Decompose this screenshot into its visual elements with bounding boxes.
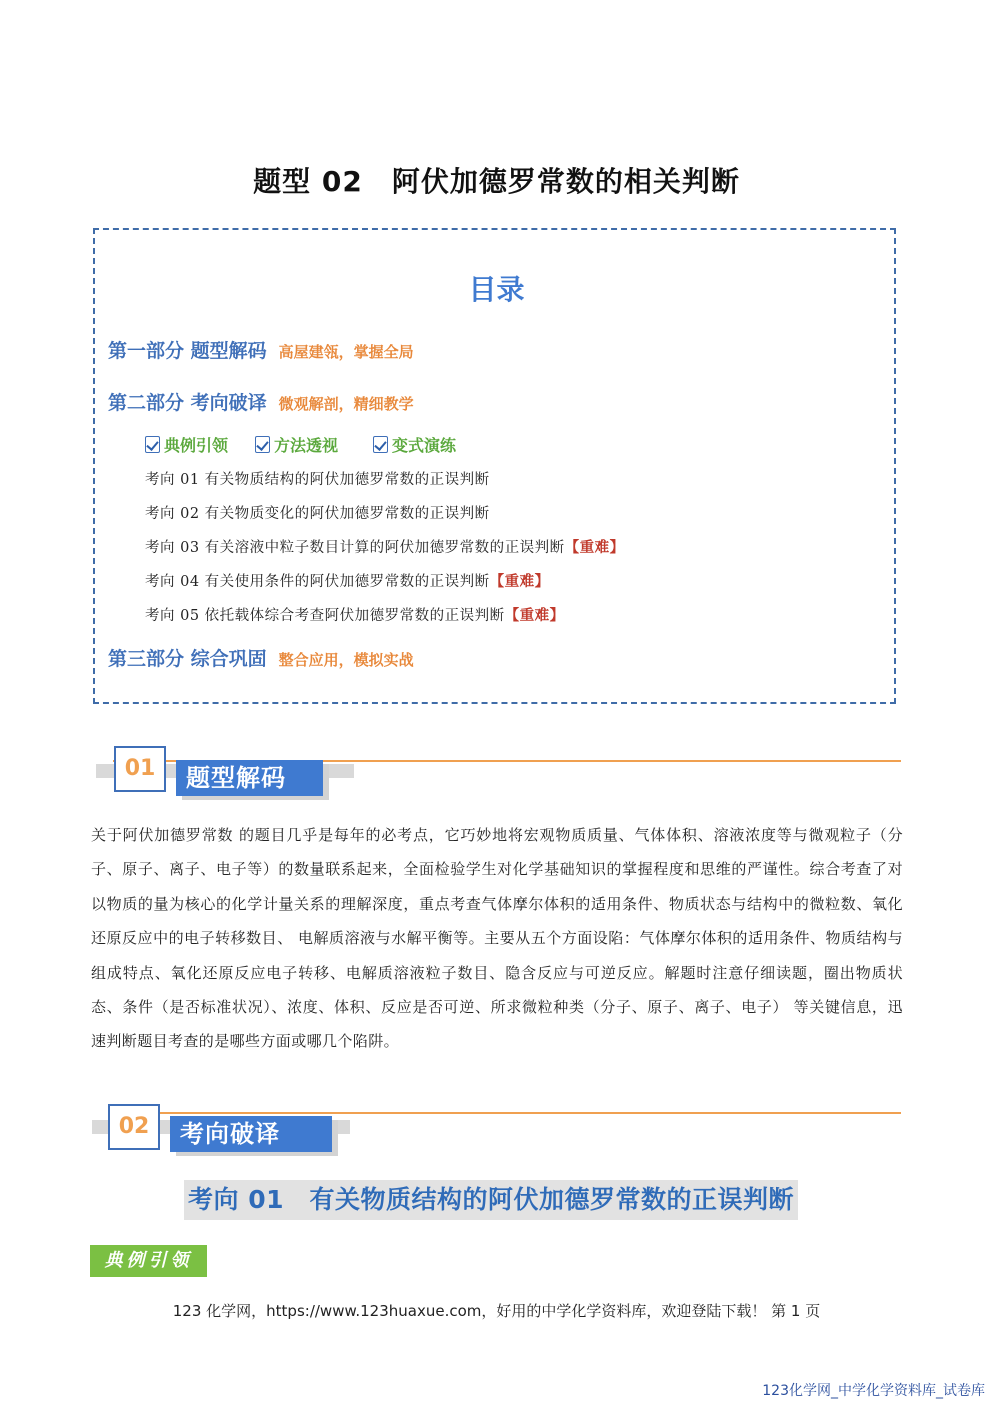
document-title: 题型 02 阿伏加德罗常数的相关判断 — [253, 165, 740, 198]
toc-part-3[interactable] — [108, 644, 414, 671]
checklist-icon — [373, 436, 388, 453]
section-header-label: 题型解码 — [176, 760, 323, 796]
toc-sub-label: 变式演练 — [392, 436, 457, 455]
section-number-badge: 02 — [108, 1104, 160, 1150]
toc-part-tag: 微观解剖，精细教学 — [278, 395, 414, 413]
toc-item-4[interactable] — [145, 570, 550, 591]
toc-sub-practice[interactable] — [373, 433, 456, 456]
toc-part-label: 第三部分 综合巩固 — [108, 648, 267, 670]
checklist-icon — [255, 436, 270, 453]
toc-item-5[interactable] — [145, 604, 565, 625]
intro-paragraph: 关于阿伏加德罗常数 的题目几乎是每年的必考点，它巧妙地将宏观物质质量、气体体积、溶液浓度等与微观粒子（分子、原子、离子、电子等）的数量联系起来，全面检验学生对化学基础知识的掌握程度和思维的严谨性。综合考查了对以物质的量为核心的化学计量关系的理解深度，重点考查气体摩尔体积的适用条件、物质状态与结构中的微粒数、氧化还原反应中的电子转移数目、 电解质溶液与水解平衡等。主要从五个方面设陷：气体摩尔体积的适用条件、物质结构与组成特点、氧化还原反应电子转移、电解质溶液粒子数目、隐含反应与可逆反应。解题时注意仔细读题，圈出物质状态、条件（是否标准状况）、浓度、体积、反应是否可逆、所求微粒种类（分子、原子、离子、电子） 等关键信息，迅速判断题目考查的是哪些方面或哪几个陷阱。 — [91, 826, 903, 1051]
watermark: 123化学网_中学化学资料库_试卷库 — [762, 1383, 985, 1399]
checklist-icon — [145, 436, 160, 453]
toc-item-text: 考向 02 有关物质变化的阿伏加德罗常数的正误判断 — [145, 506, 490, 522]
section-header-label: 考向破译 — [170, 1116, 332, 1152]
toc-part-label: 第一部分 题型解码 — [108, 340, 267, 362]
example-tag: 典例引领 — [90, 1245, 207, 1277]
toc-item-text: 考向 01 有关物质结构的阿伏加德罗常数的正误判断 — [145, 472, 490, 488]
page-footer: 123 化学网，https://www.123huaxue.com，好用的中学化学资料库，欢迎登陆下载！ 第 1 页 — [172, 1302, 821, 1320]
toc-sub-method[interactable] — [255, 433, 338, 456]
toc-part-tag: 高屋建瓴，掌握全局 — [278, 343, 414, 361]
toc-sub-label: 方法透视 — [274, 436, 339, 455]
section-number-badge: 01 — [114, 746, 166, 792]
toc-item-text: 考向 04 有关使用条件的阿伏加德罗常数的正误判断 — [145, 574, 490, 590]
toc-item-text: 考向 03 有关溶液中粒子数目计算的阿伏加德罗常数的正误判断 — [145, 540, 565, 556]
difficulty-badge: 【重难】 — [564, 539, 625, 556]
toc-item-text: 考向 05 依托载体综合考查阿伏加德罗常数的正误判断 — [145, 608, 505, 624]
difficulty-badge: 【重难】 — [489, 573, 550, 590]
section-divider-line — [113, 1112, 901, 1114]
toc-item-1[interactable] — [145, 468, 490, 489]
toc-item-3[interactable] — [145, 536, 625, 557]
toc-part-label: 第二部分 考向破译 — [108, 392, 267, 414]
toc-heading: 目录 — [468, 273, 525, 306]
toc-part-tag: 整合应用，模拟实战 — [278, 651, 414, 669]
toc-part-2[interactable] — [108, 388, 414, 415]
toc-item-2[interactable] — [145, 502, 490, 523]
toc-sub-example[interactable] — [145, 433, 228, 456]
direction-title: 考向 01 有关物质结构的阿伏加德罗常数的正误判断 — [184, 1180, 798, 1220]
difficulty-badge: 【重难】 — [504, 607, 565, 624]
toc-part-1[interactable] — [108, 336, 414, 363]
toc-sub-label: 典例引领 — [164, 436, 229, 455]
